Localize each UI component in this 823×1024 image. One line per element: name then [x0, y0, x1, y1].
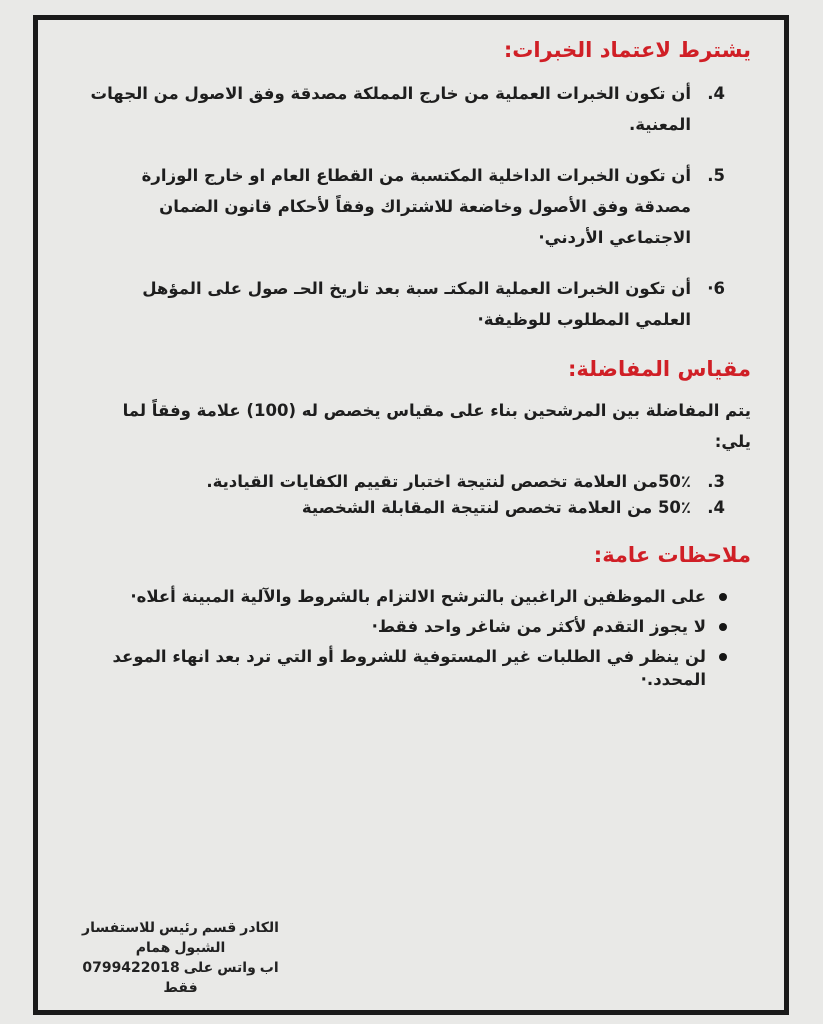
footer-line-inquiry	[78, 918, 283, 938]
item-text: 50٪ من العلامة تخصص لنتيجة المقابلة الشخصية	[301, 498, 691, 517]
item-text: 50٪من العلامة تخصص لنتيجة اختبار تقييم الكفايات القيادية.	[206, 472, 691, 491]
numbered-item	[83, 160, 725, 253]
scale-intro: يتم المفاضلة بين المرشحين بناء على مقياس يخصص له (100) علامة وفقاً لما يلي:	[122, 401, 751, 451]
footer-word: للاستفسار	[82, 920, 156, 936]
footer-word: قسم	[201, 920, 237, 936]
bullet-icon	[719, 623, 727, 631]
contact-footer	[78, 918, 283, 998]
footer-word: على	[183, 960, 214, 976]
numbered-item	[83, 495, 725, 521]
numbered-item	[83, 273, 725, 335]
document-content	[38, 20, 784, 691]
notes-heading: ملاحظات عامة:	[593, 543, 751, 567]
requirements-heading: يشترط لاعتماد الخبرات:	[503, 38, 751, 62]
bullet-item	[83, 645, 727, 691]
item-number: 6·	[707, 279, 725, 298]
bullet-icon	[719, 653, 727, 661]
bullet-text: لن ينظر في الطلبات غير المستوفية للشروط أو التي ترد بعد انهاء الموعد المحدد.·	[112, 647, 706, 689]
item-text: أن تكون الخبرات العملية من خارج المملكة مصدقة وفق الاصول من الجهات المعنية.	[90, 84, 691, 134]
footer-word: اب	[259, 960, 279, 976]
item-text: أن تكون الخبرات الداخلية المكتسبة من القطاع العام او خارج الوزارة مصدقة وفق الأصول وخاضعة للاشتراك وفقاً لأحكام قانون الضمان الاجتماعي الأردني·	[141, 166, 691, 247]
bullet-text: لا يجوز التقدم لأكثر من شاغر واحد فقط·	[371, 617, 706, 636]
scale-heading: مقياس المفاضلة:	[567, 357, 751, 381]
scale-items	[83, 469, 751, 521]
footer-word: رئيس	[159, 920, 198, 936]
footer-word: همام	[135, 940, 171, 956]
document-page-border	[33, 15, 789, 1015]
item-number: 4.	[707, 84, 725, 103]
bullet-item	[83, 615, 727, 638]
phone-number: 0799422018	[82, 960, 180, 976]
footer-word: فقط	[163, 980, 198, 996]
numbered-item	[83, 78, 725, 140]
bullet-icon	[719, 593, 727, 601]
bullet-text: على الموظفين الراغبين بالترشح الالتزام بالشروط والآلية المبينة أعلاه·	[130, 587, 706, 606]
footer-word: واتس	[217, 960, 256, 976]
item-number: 5.	[707, 166, 725, 185]
footer-line-name	[78, 938, 283, 958]
numbered-item	[83, 469, 725, 495]
bullet-item	[83, 585, 727, 608]
footer-word: الشبول	[174, 940, 226, 956]
item-text: أن تكون الخبرات العملية المكتـ سبة بعد تاريخ الحـ صول على المؤهل العلمي المطلوب للوظيفة·	[142, 279, 691, 329]
notes-list	[83, 585, 751, 691]
footer-line-phone	[78, 958, 283, 998]
item-number: 4.	[707, 498, 725, 517]
footer-word: الكادر	[240, 920, 279, 936]
item-number: 3.	[707, 472, 725, 491]
